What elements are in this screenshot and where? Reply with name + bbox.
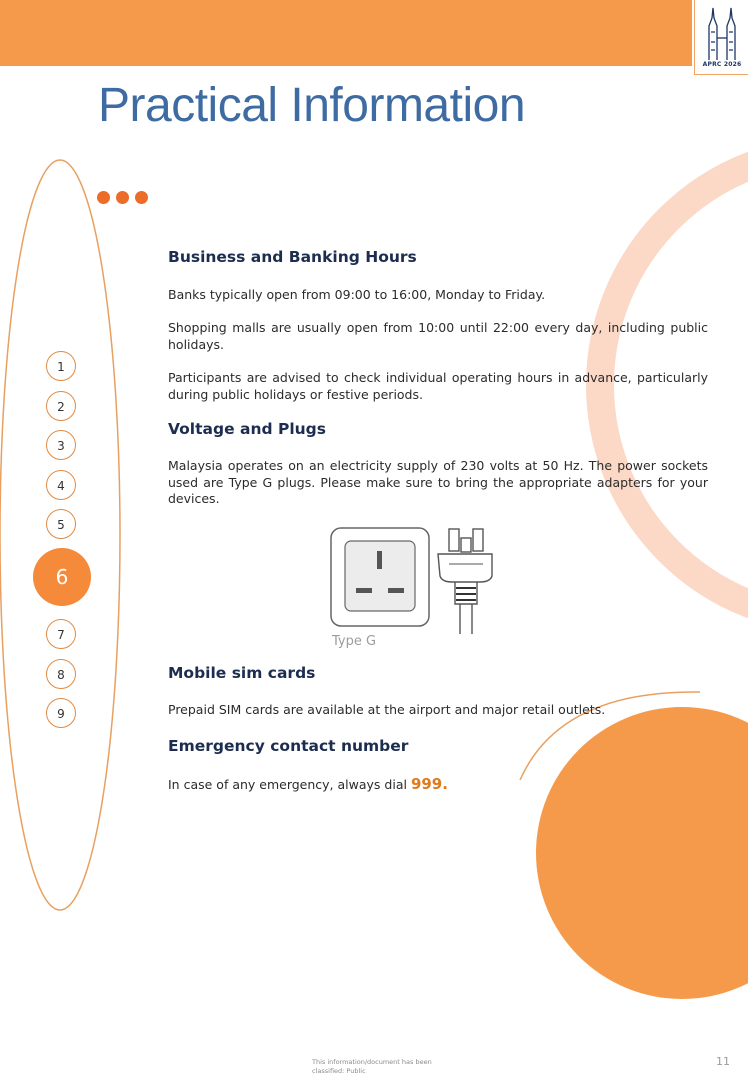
voltage-heading: Voltage and Plugs	[168, 420, 326, 438]
emergency-number: 999.	[410, 775, 448, 793]
nav-item-7[interactable]: 7	[46, 619, 76, 649]
sim-text: Prepaid SIM cards are available at the airport and major retail outlets.	[168, 702, 606, 717]
emergency-lead-text: In case of any emergency, always dial	[168, 777, 407, 792]
plug-type-label: Type G	[332, 634, 377, 649]
nav-item-2[interactable]: 2	[46, 391, 76, 421]
section-business-hours	[168, 248, 708, 266]
nav-item-1[interactable]: 1	[46, 351, 76, 381]
emergency-heading: Emergency contact number	[168, 737, 409, 755]
sim-heading: Mobile sim cards	[168, 664, 316, 682]
conference-logo	[694, 0, 748, 75]
page-title: Practical Information	[98, 79, 526, 132]
nav-item-9[interactable]: 9	[46, 698, 76, 728]
towers-icon	[703, 4, 741, 60]
nav-item-8[interactable]: 8	[46, 659, 76, 689]
emergency-text	[168, 776, 708, 794]
business-heading: Business and Banking Hours	[168, 248, 417, 266]
nav-item-5[interactable]: 5	[46, 509, 76, 539]
voltage-text: Malaysia operates on an electricity supply of 230 volts at 50 Hz. The power sockets used are Type G plugs. Please make sure to bring the appropriate adapters for your devices.	[168, 458, 708, 506]
business-malls-text: Shopping malls are usually open from 10:00 until 22:00 every day, including public holidays.	[168, 320, 708, 352]
decorative-dots	[97, 189, 154, 208]
business-banks-text: Banks typically open from 09:00 to 16:00, Monday to Friday.	[168, 287, 546, 302]
logo-text: APRC 2026	[702, 61, 742, 68]
classification-note: This information/document has been classified: Public	[312, 1058, 432, 1075]
nav-item-3[interactable]: 3	[46, 430, 76, 460]
page-number: 11	[716, 1055, 730, 1068]
business-advice-text: Participants are advised to check individual operating hours in advance, particularly during public holidays or festive periods.	[168, 370, 708, 402]
header-bar	[0, 0, 692, 66]
nav-item-4[interactable]: 4	[46, 470, 76, 500]
nav-item-6-active[interactable]: 6	[33, 548, 91, 606]
